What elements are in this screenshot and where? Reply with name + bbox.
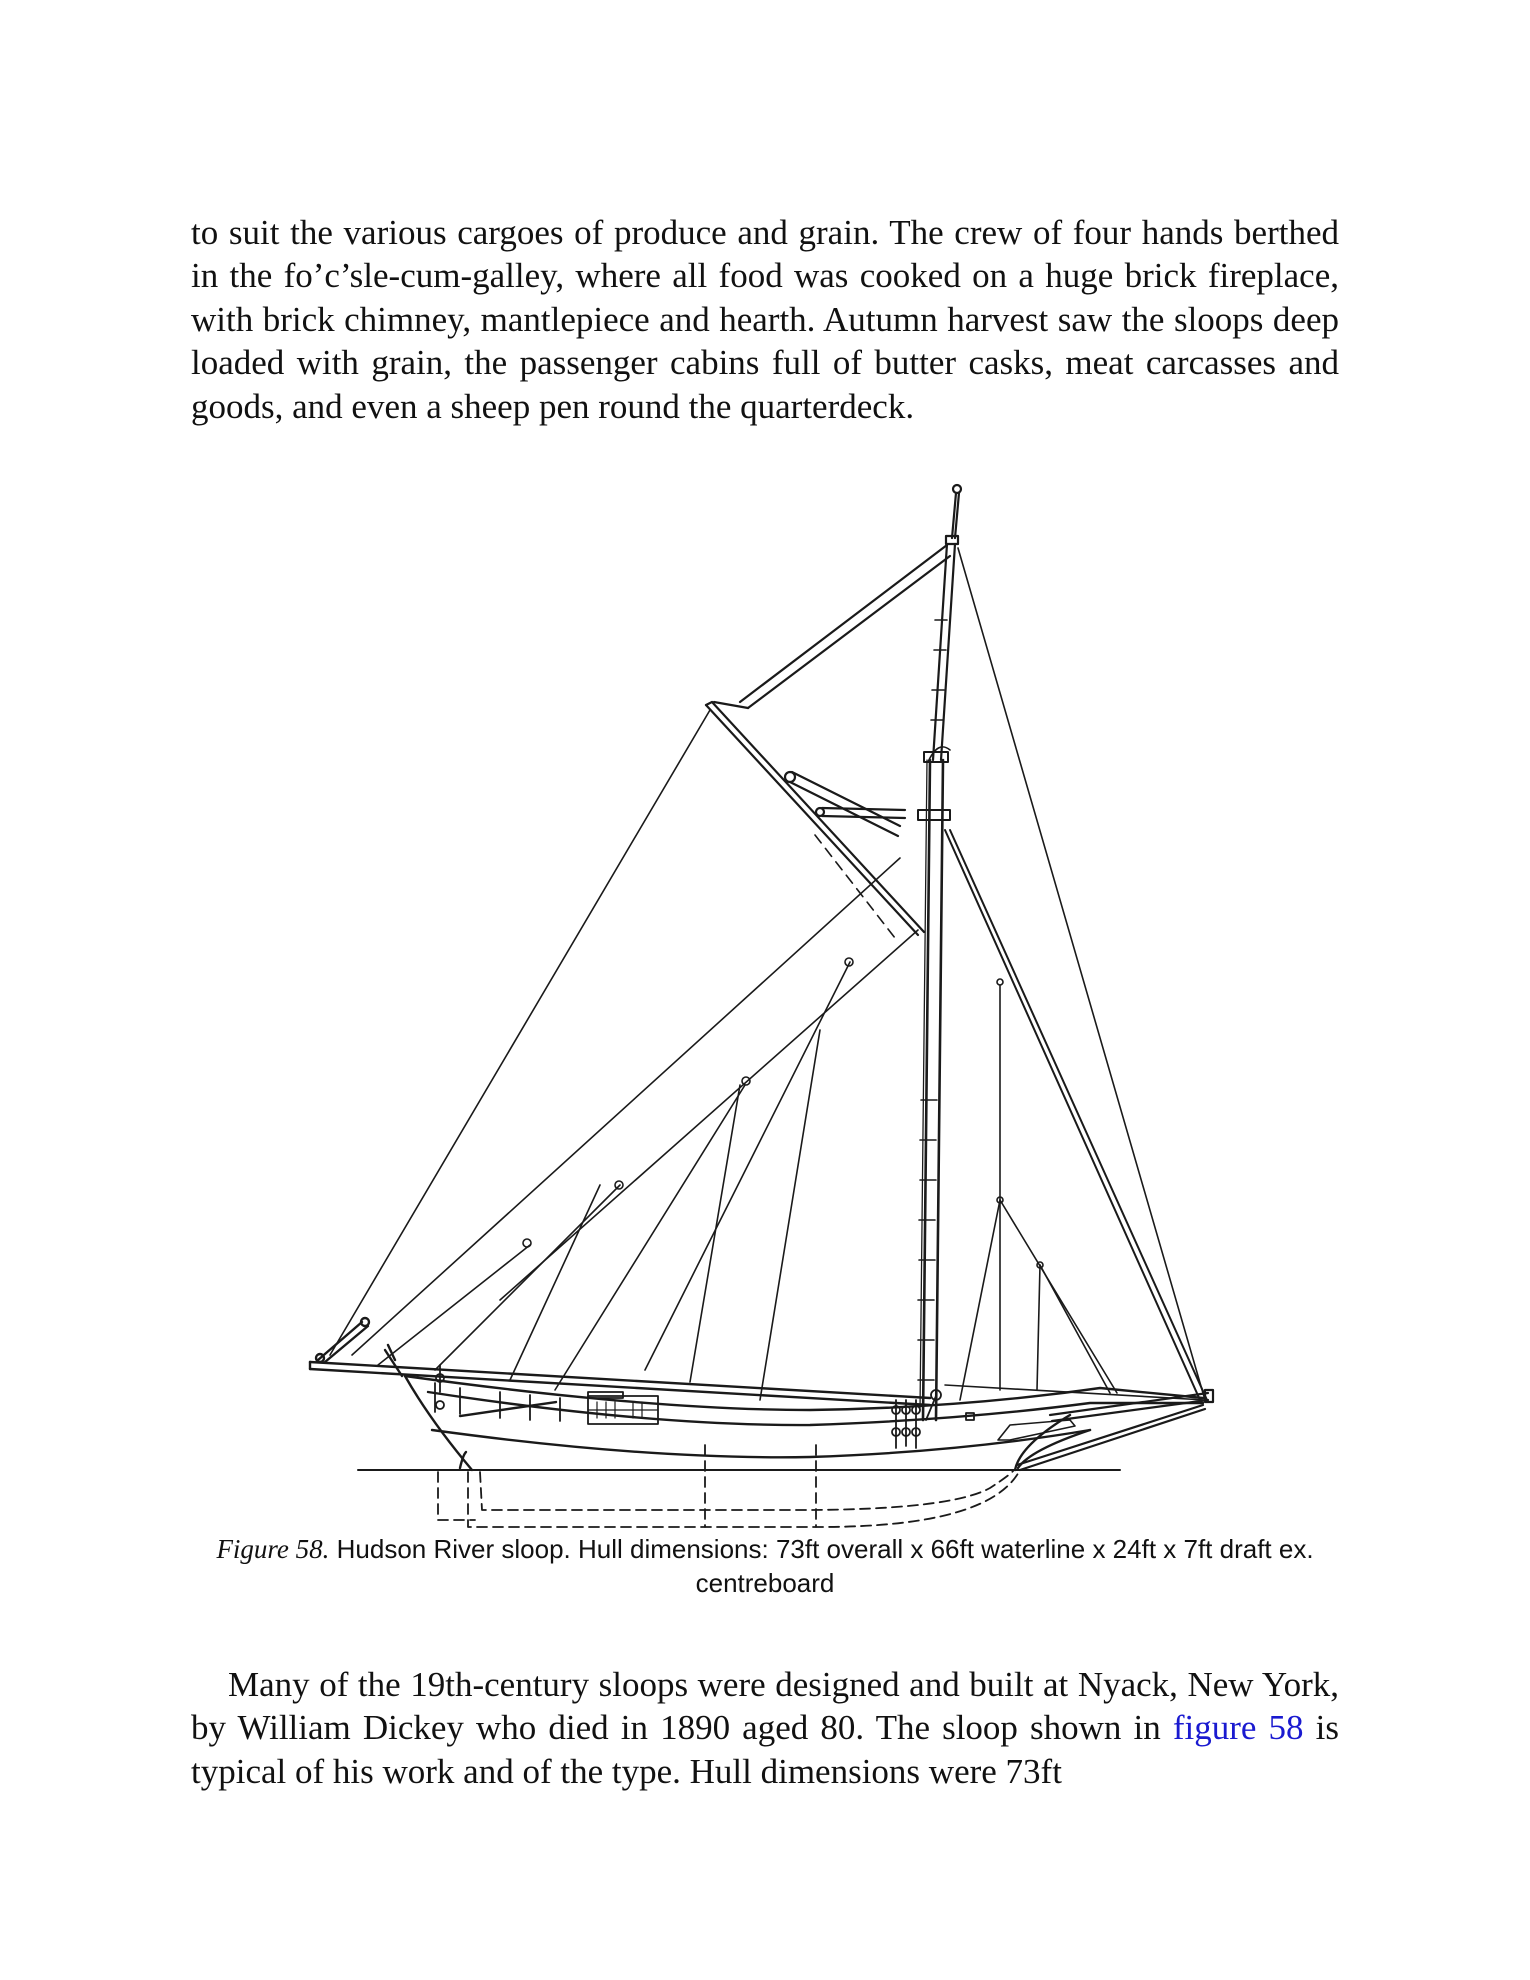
figure-58-link[interactable]: figure 58 [1172, 1708, 1304, 1748]
paragraph-text-before-link: Many of the 19th-century sloops were designed and built at Nyack, New York, by William Dickey who died in 1890 aged 80. The sloop shown in [191, 1665, 1339, 1748]
body-paragraph-bottom [191, 1663, 1339, 1793]
rigging [330, 548, 1207, 1400]
topsail-yard [706, 545, 950, 935]
figure-caption-label: Figure 58. [216, 1534, 330, 1564]
figure-caption-text: Hudson River sloop. Hull dimensions: 73ft overall x 66ft waterline x 24ft x 7ft draft ex. centreboard [329, 1534, 1314, 1598]
sloop-drawing [0, 470, 1530, 1530]
paragraph-text-after-link: is typical of his work and of the type. Hull dimensions were 73ft [191, 1708, 1339, 1791]
mast [918, 485, 961, 1420]
figure-caption [191, 1532, 1339, 1600]
figure-58 [0, 470, 1530, 1530]
body-paragraph-top: to suit the various cargoes of produce and grain. The crew of four hands berthed in the fo’c’sle-cum-galley, where all food was cooked on a huge brick fireplace, with brick chimney, mantlepiece and hearth. Autumn harvest saw the sloops deep loaded with grain, the passenger cabins full of butter casks, meat carcasses and goods, and even a sheep pen round the quarterdeck. [191, 213, 1339, 426]
